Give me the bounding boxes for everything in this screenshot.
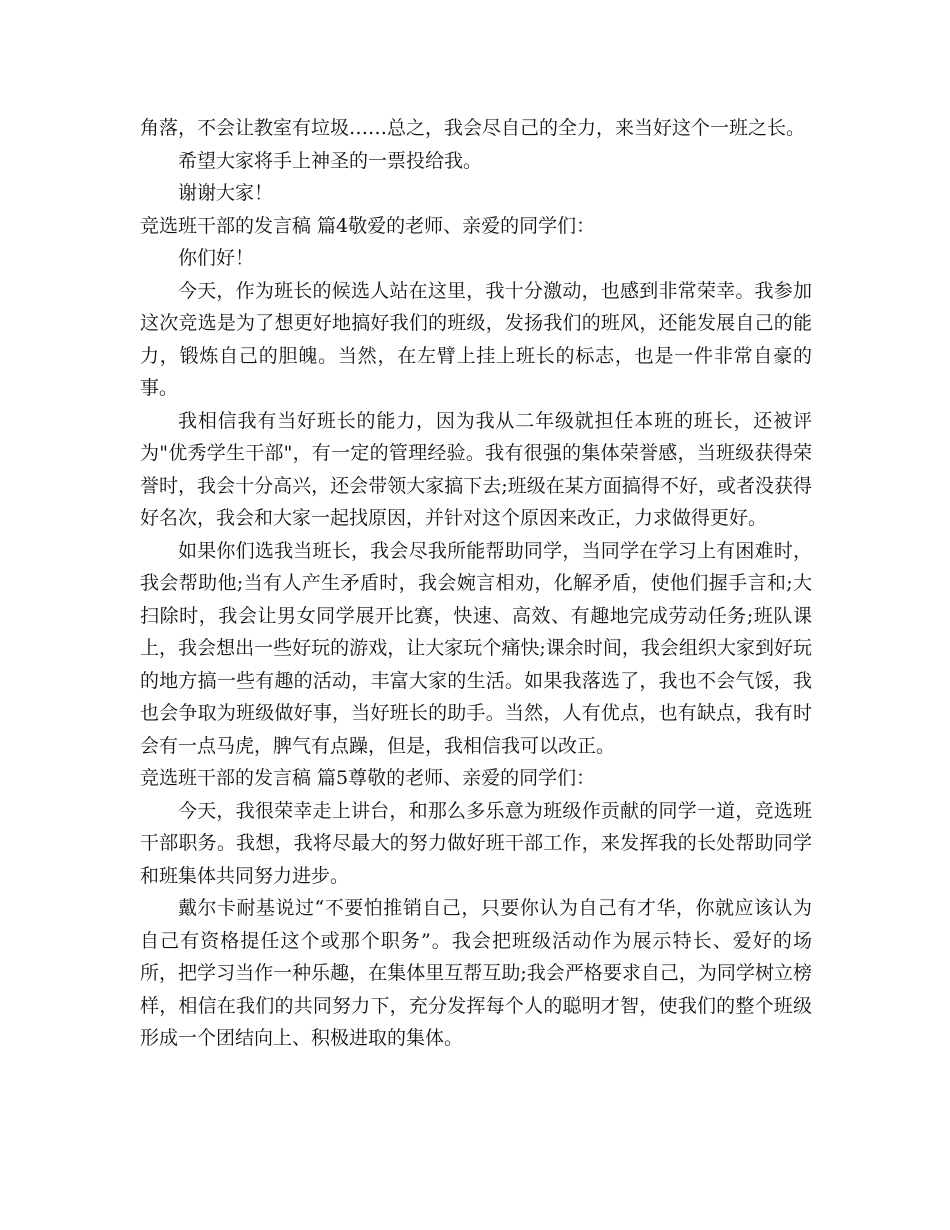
paragraph: 戴尔卡耐基说过“不要怕推销自己，只要你认为自己有才华，你就应该认为自己有资格提任这个或那个职务”。我会把班级活动作为展示特长、爱好的场所，把学习当作一种乐趣，在集体里互帮互助;我会严格要求自己，为同学树立榜样，相信在我们的共同努力下，充分发挥每个人的聪明才智，使我们的整个班级形成一个团结向上、积极进取的集体。 bbox=[140, 897, 812, 1049]
section-heading: 竞选班干部的发言稿 篇5尊敬的老师、亲爱的同学们： bbox=[140, 767, 596, 789]
paragraph: 今天，我很荣幸走上讲台，和那么多乐意为班级作贡献的同学一道，竞选班干部职务。我想，我将尽最大的努力做好班干部工作，来发挥我的长处帮助同学和班集体共同努力进步。 bbox=[140, 799, 812, 887]
paragraph: 希望大家将手上神圣的一票投给我。 bbox=[178, 149, 483, 172]
paragraph-continuation: 角落，不会让教室有垃圾……总之，我会尽自己的全力，来当好这个一班之长。 bbox=[140, 117, 806, 139]
paragraph: 今天，作为班长的候选人站在这里，我十分激动，也感到非常荣幸。我参加这次竞选是为了想更好地搞好我们的班级，发扬我们的班风，还能发展自己的能力，锻炼自己的胆魄。当然，在左臂上挂上班长的标志，也是一件非常自豪的事。 bbox=[140, 279, 812, 399]
document-page bbox=[140, 112, 812, 1055]
section-heading: 竞选班干部的发言稿 篇4敬爱的老师、亲爱的同学们： bbox=[140, 214, 596, 237]
paragraph: 谢谢大家！ bbox=[178, 182, 274, 204]
paragraph: 如果你们选我当班长，我会尽我所能帮助同学，当同学在学习上有困难时，我会帮助他;当有人产生矛盾时，我会婉言相劝，化解矛盾，使他们握手言和;大扫除时，我会让男女同学展开比赛，快速、高效、有趣地完成劳动任务;班队课上，我会想出一些好玩的游戏，让大家玩个痛快;课余时间，我会组织大家到好玩的地方搞一些有趣的活动，丰富大家的生活。如果我落选了，我也不会气馁，我也会争取为班级做好事，当好班长的助手。当然，人有优点，也有缺点，我有时会有一点马虎，脾气有点躁，但是，我相信我可以改正。 bbox=[140, 539, 812, 757]
paragraph: 你们好！ bbox=[178, 247, 255, 269]
paragraph: 我相信我有当好班长的能力，因为我从二年级就担任本班的班长，还被评为"优秀学生干部"，有一定的管理经验。我有很强的集体荣誉感，当班级获得荣誉时，我会十分高兴，还会带领大家搞下去;班级在某方面搞得不好，或者没获得好名次，我会和大家一起找原因，并针对这个原因来改正，力求做得更好。 bbox=[140, 409, 812, 529]
